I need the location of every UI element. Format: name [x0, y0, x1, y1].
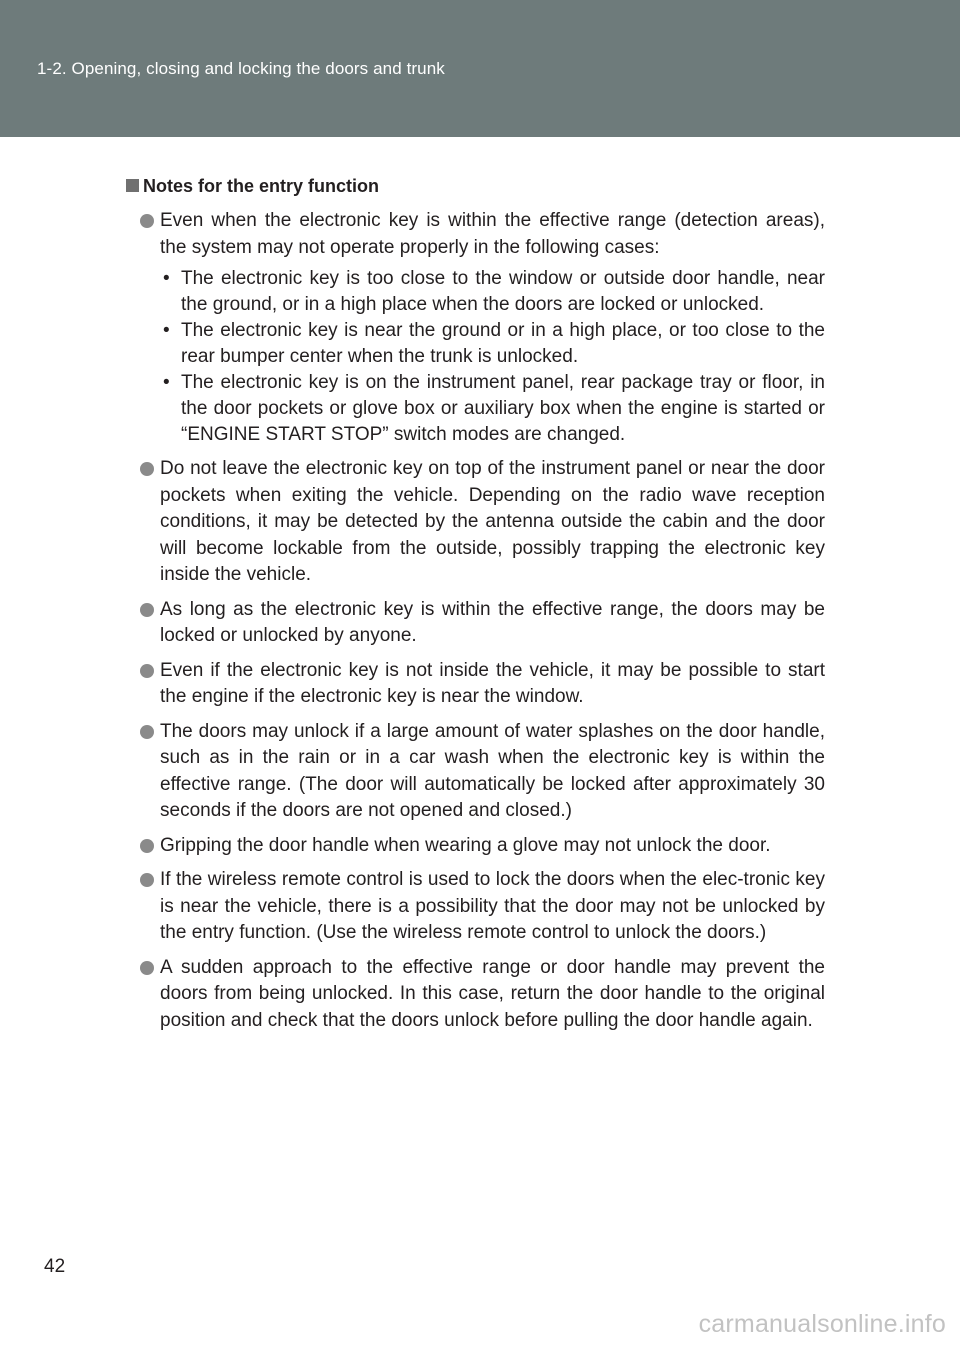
list-item-text: A sudden approach to the effective range or door handle may prevent the doors from being unlocked. In this case, return the door handle to the original position and check that the doors unlock before pulling the door handle again. [160, 956, 825, 1031]
list-item-text: If the wireless remote control is used to lock the doors when the elec-tronic key is near the vehicle, there is a possibility that the door may not be unlocked by the entry function. (Use the wireless remote control to unlock the doors.) [160, 869, 825, 943]
watermark: carmanualsonline.info [698, 1310, 946, 1338]
section-heading-text: Notes for the entry function [143, 176, 380, 196]
list-item [160, 833, 825, 860]
header-bar [0, 0, 960, 137]
list-item-text: As long as the electronic key is within the effective range, the doors may be locked or unlocked by anyone. [160, 598, 825, 646]
list-item-text: Even when the electronic key is within the effective range (detection areas), the system may not operate properly in the following cases: [160, 210, 825, 258]
list-item-text: Even if the electronic key is not inside the vehicle, it may be possible to start the engine if the electronic key is near the window. [160, 659, 825, 707]
list-item [160, 208, 825, 448]
chapter-title: 1-2. Opening, closing and locking the doors and trunk [37, 59, 445, 78]
list-item-text: Do not leave the electronic key on top of the instrument panel or near the door pockets when exiting the vehicle. Depending on the radio wave reception conditions, it may be detected by the antenna outside the cabin and the door will become lockable from the outside, possibly trapping the electronic key inside the vehicle. [160, 458, 825, 585]
sub-list-item: • The electronic key is on the instrument panel, rear package tray or floor, in the door pockets or glove box or auxiliary box when the engine is started or “ENGINE START STOP” switch modes are changed. [163, 372, 825, 445]
page-number: 42 [44, 1256, 66, 1277]
sub-list-item-text: The electronic key is too close to the window or outside door handle, near the ground, or in a high place when the doors are locked or unlocked. [181, 268, 825, 315]
list-item [160, 456, 825, 589]
circle-bullet-icon [140, 214, 154, 228]
sub-list-item: • The electronic key is too close to the window or outside door handle, near the ground, or in a high place when the doors are locked or unlocked. [163, 268, 825, 315]
sub-list [160, 266, 825, 448]
list-item [160, 955, 825, 1035]
circle-bullet-icon [140, 603, 154, 617]
sub-list-item-text: The electronic key is near the ground or in a high place, or too close to the rear bumper center when the trunk is unlocked. [181, 320, 825, 367]
list-item [160, 719, 825, 825]
list-item [160, 597, 825, 650]
sub-list-item-text: The electronic key is on the instrument panel, rear package tray or floor, in the door pockets or glove box or auxiliary box when the engine is started or “ENGINE START STOP” switch modes are changed. [181, 372, 825, 445]
list-item [160, 658, 825, 711]
circle-bullet-icon [140, 462, 154, 476]
list-item-text: Gripping the door handle when wearing a glove may not unlock the door. [160, 834, 771, 856]
sub-list-item: • The electronic key is near the ground or in a high place, or too close to the rear bumper center when the trunk is unlocked. [163, 320, 825, 367]
list-item-text: The doors may unlock if a large amount of water splashes on the door handle, such as in the rain or in a car wash when the electronic key is within the effective range. (The door will automatically be locked after approximately 30 seconds if the doors are not opened and closed.) [160, 720, 825, 821]
circle-bullet-icon [140, 725, 154, 739]
circle-bullet-icon [140, 839, 154, 853]
circle-bullet-icon [140, 664, 154, 678]
page-content [0, 170, 960, 1034]
list-item [160, 867, 825, 947]
square-bullet-icon [126, 179, 139, 192]
section-heading [126, 170, 960, 202]
circle-bullet-icon [140, 961, 154, 975]
circle-bullet-icon [140, 873, 154, 887]
